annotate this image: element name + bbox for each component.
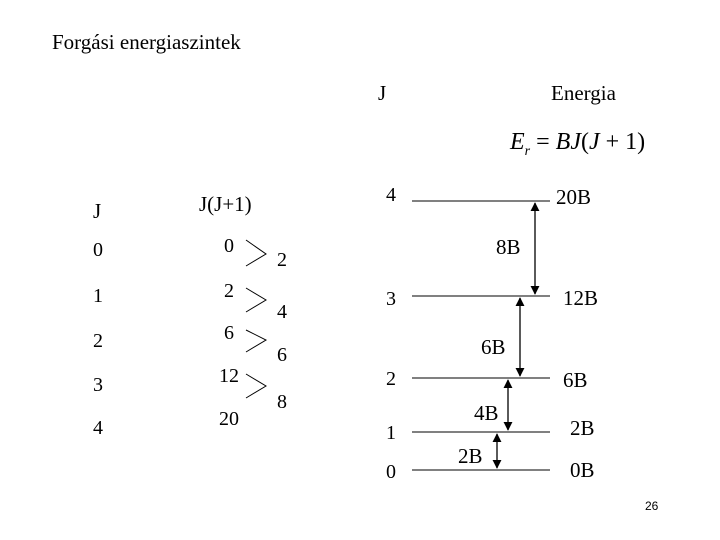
table-header-jj1: J(J+1): [199, 192, 252, 216]
page-number: 26: [645, 499, 659, 513]
table-difference: 4: [277, 301, 287, 323]
connector: [246, 374, 266, 398]
transition-arrows: [497, 203, 535, 468]
table-header-j: J: [93, 199, 102, 223]
level-j-label: 2: [386, 368, 396, 390]
transition-label: 4B: [474, 401, 499, 425]
energy-levels: [412, 201, 550, 470]
level-j-label: 3: [386, 288, 396, 310]
slide-title: Forgási energiaszintek: [52, 30, 241, 54]
table-jj1-value: 12: [219, 365, 239, 387]
table-j-value: 3: [93, 374, 103, 396]
difference-connectors: [246, 240, 266, 398]
table-difference: 6: [277, 344, 287, 366]
level-j-label: 4: [386, 184, 396, 206]
table-j-value: 4: [93, 417, 103, 439]
level-j-label: 1: [386, 422, 396, 444]
level-j-label: 0: [386, 461, 396, 483]
table-jj1-value: 20: [219, 408, 239, 430]
table-j-value: 2: [93, 330, 103, 352]
levels-header-energy: Energia: [551, 81, 616, 105]
energy-formula: $E_r = BJ(J + 1)$: [510, 129, 646, 159]
connector: [246, 240, 266, 266]
transition-label: 6B: [481, 335, 506, 359]
transition-label: 8B: [496, 235, 521, 259]
connector: [246, 288, 266, 312]
levels-header-j: J: [378, 81, 387, 105]
level-energy-label: 20B: [556, 185, 592, 209]
table-jj1-value: 6: [224, 322, 234, 344]
table-difference: 8: [277, 391, 287, 413]
connector: [246, 330, 266, 352]
table-j-value: 0: [93, 239, 103, 261]
level-energy-label: 2B: [570, 416, 595, 440]
table-jj1-value: 2: [224, 280, 234, 302]
table-jj1-value: 0: [224, 235, 234, 257]
table-j-value: 1: [93, 285, 103, 307]
level-energy-label: 6B: [563, 368, 588, 392]
table-difference: 2: [277, 249, 287, 271]
transition-label: 2B: [458, 444, 483, 468]
level-energy-label: 12B: [563, 286, 599, 310]
level-energy-label: 0B: [570, 458, 595, 482]
